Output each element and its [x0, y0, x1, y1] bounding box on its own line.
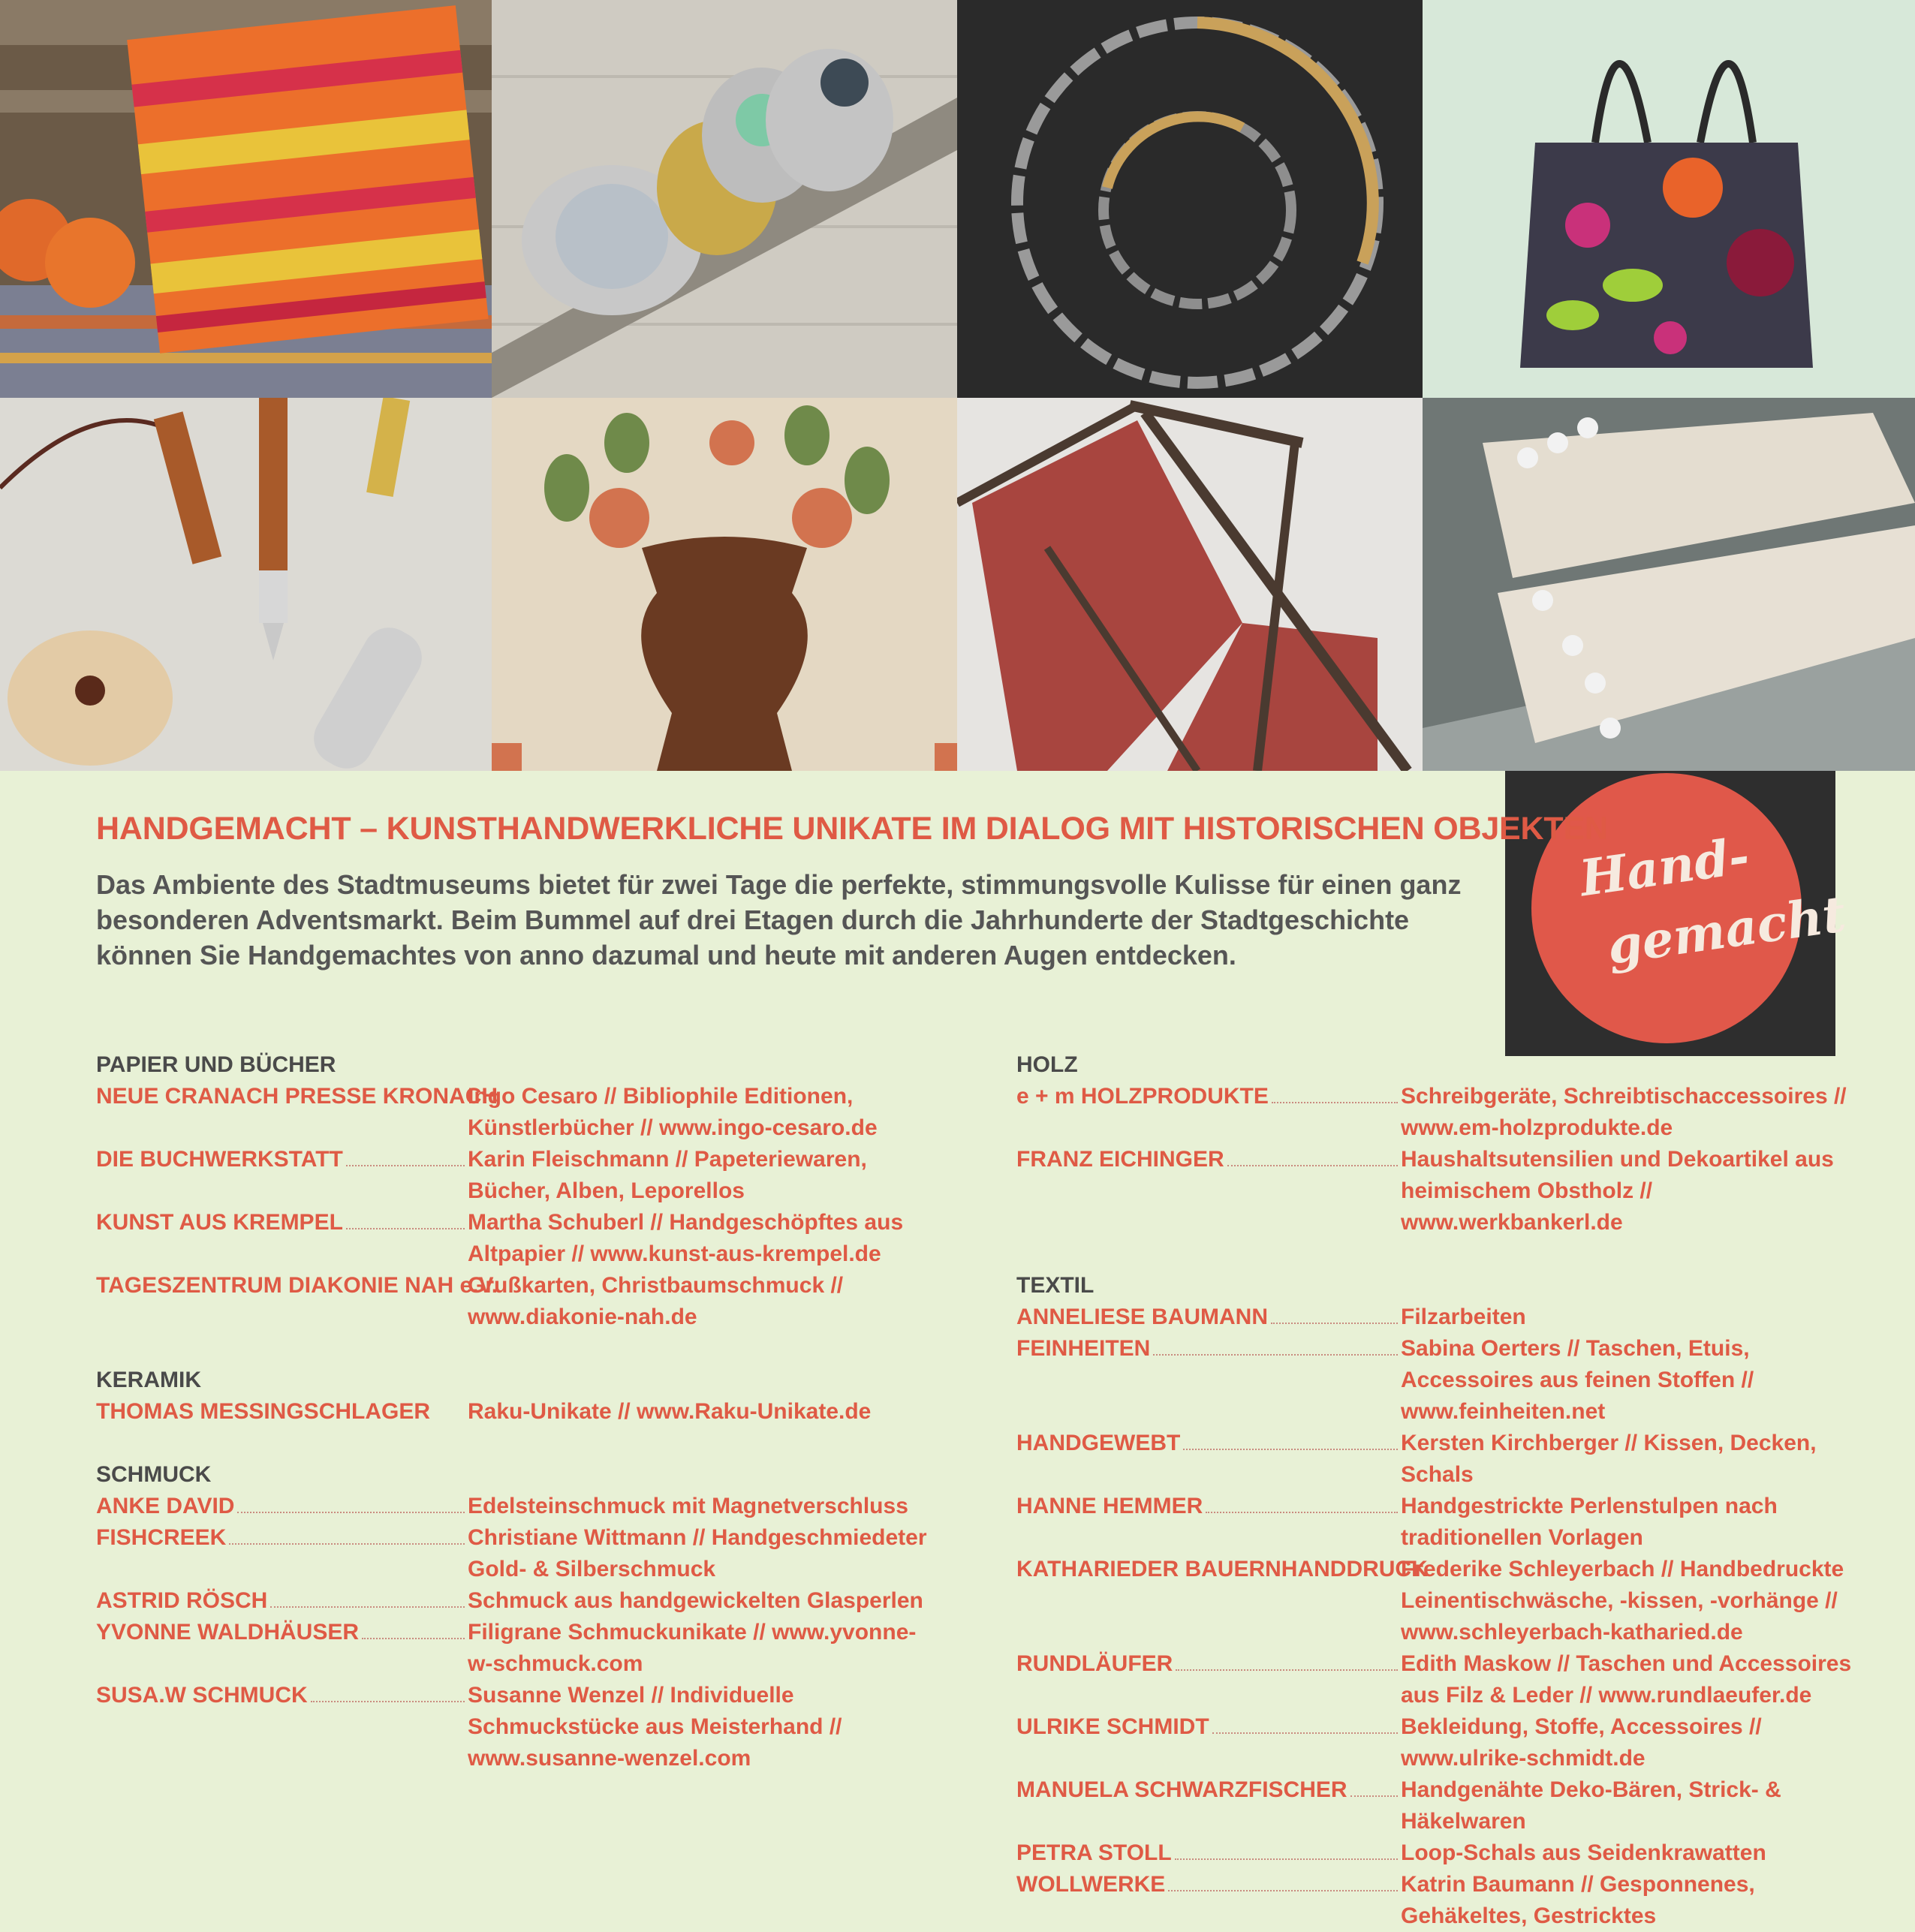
logo-line-2: gemacht [1603, 884, 1850, 976]
exhibitor-name: SUSA.W SCHMUCK [96, 1683, 308, 1708]
exhibitor-entry [1016, 1428, 1880, 1491]
dot-leader [1227, 1164, 1398, 1166]
exhibitor-list-left [96, 1049, 929, 1774]
dot-leader [1168, 1889, 1398, 1891]
exhibitor-description: Raku-Unikate // www.Raku-Unikate.de [468, 1399, 872, 1424]
exhibitor-description: Edith Maskow // Taschen und Accessoires aus Filz & Leder // www.rundlaeufer.de [1401, 1651, 1852, 1708]
exhibitor-description: Grußkarten, Christbaumschmuck // www.diakonie-nah.de [468, 1273, 844, 1329]
exhibitor-name: FEINHEITEN [1016, 1336, 1151, 1361]
exhibitor-name-cell [1016, 1333, 1401, 1428]
exhibitor-entry [96, 1617, 929, 1680]
exhibitor-description: Filigrane Schmuckunikate // www.yvonne-w-schmuck.com [468, 1620, 917, 1676]
exhibitor-name-cell [96, 1396, 468, 1428]
exhibitor-entry [96, 1144, 929, 1207]
exhibitor-name: PETRA STOLL [1016, 1840, 1172, 1865]
photo-gemstone-rings [492, 0, 957, 398]
exhibitor-name-cell [1016, 1837, 1401, 1869]
exhibitor-entry [96, 1207, 929, 1270]
exhibitor-name: THOMAS MESSINGSCHLAGER [96, 1399, 431, 1424]
exhibitor-name: HANDGEWEBT [1016, 1431, 1181, 1455]
category-papier-und-bucher: PAPIER UND BÜCHER [96, 1052, 336, 1077]
dot-leader [433, 1418, 465, 1419]
exhibitor-name-cell [1016, 1774, 1401, 1837]
exhibitor-name: MANUELA SCHWARZFISCHER [1016, 1777, 1347, 1802]
exhibitor-name-cell [96, 1081, 498, 1144]
category-textil: TEXTIL [1016, 1273, 1095, 1298]
exhibitor-entry [1016, 1081, 1880, 1144]
photo-grid [0, 0, 1915, 771]
exhibitor-entry [96, 1396, 929, 1428]
exhibitor-name: FISHCREEK [96, 1525, 227, 1550]
exhibitor-name: e + m HOLZPRODUKTE [1016, 1084, 1269, 1109]
dot-leader [1212, 1732, 1398, 1734]
headline: HANDGEMACHT – KUNSTHANDWERKLICHE UNIKATE IM DIALOG MIT HISTORISCHEN OBJEKTEN [96, 811, 1608, 847]
exhibitor-name: DIE BUCHWERKSTATT [96, 1147, 343, 1172]
dot-leader [1272, 1101, 1398, 1103]
exhibitor-entry [96, 1680, 929, 1774]
exhibitor-entry [1016, 1869, 1880, 1932]
exhibitor-description: Schreibgeräte, Schreibtischaccessoires // www.em-holzprodukte.de [1401, 1084, 1847, 1140]
dot-leader [362, 1637, 465, 1639]
dot-leader [237, 1511, 465, 1513]
photo-beaded-necklace [957, 0, 1423, 398]
exhibitor-name-cell [1016, 1554, 1428, 1648]
exhibitor-description: Edelsteinschmuck mit Magnetverschluss [468, 1494, 908, 1518]
exhibitor-name: KATHARIEDER BAUERNHANDDRUCK [1016, 1557, 1428, 1581]
photo-woven-cushion [0, 0, 492, 398]
exhibitor-name-cell [96, 1207, 468, 1270]
dot-leader [1350, 1795, 1398, 1797]
exhibitor-entry [96, 1522, 929, 1585]
exhibitor-name-cell [1016, 1302, 1401, 1333]
photo-floral-handbag [1423, 0, 1915, 398]
exhibitor-description: Haushaltsutensilien und Dekoartikel aus heimischem Obstholz // www.werkbankerl.de [1401, 1147, 1834, 1235]
exhibitor-description: Handgenähte Deko-Bären, Strick- & Häkelwaren [1401, 1777, 1781, 1834]
exhibitor-description: Karin Fleischmann // Papeteriewaren, Bücher, Alben, Leporellos [468, 1147, 867, 1203]
category-schmuck: SCHMUCK [96, 1462, 212, 1487]
exhibitor-entry [96, 1585, 929, 1617]
category-holz: HOLZ [1016, 1052, 1078, 1077]
exhibitor-description: Schmuck aus handgewickelten Glasperlen [468, 1588, 923, 1613]
exhibitor-name-cell [1016, 1491, 1401, 1554]
dot-leader [1183, 1448, 1398, 1450]
exhibitor-description: Susanne Wenzel // Individuelle Schmuckstücke aus Meisterhand // www.susanne-wenzel.com [468, 1683, 842, 1771]
exhibitor-description: Filzarbeiten [1401, 1305, 1526, 1329]
photo-painted-vase [492, 398, 957, 771]
logo-line-1: Hand- [1576, 826, 1753, 908]
exhibitor-description: Bekleidung, Stoffe, Accessoires // www.ulrike-schmidt.de [1401, 1714, 1762, 1771]
exhibitor-name-cell [1016, 1711, 1401, 1774]
photo-deck-chair [957, 398, 1423, 771]
exhibitor-description: Handgestrickte Perlenstulpen nach traditionellen Vorlagen [1401, 1494, 1778, 1550]
category-keramik: KERAMIK [96, 1368, 201, 1392]
exhibitor-description: Loop-Schals aus Seidenkrawatten [1401, 1840, 1766, 1865]
exhibitor-entry [96, 1270, 929, 1333]
exhibitor-name: RUNDLÄUFER [1016, 1651, 1173, 1676]
exhibitor-entry [1016, 1491, 1880, 1554]
exhibitor-entry [96, 1081, 929, 1144]
exhibitor-name: ASTRID RÖSCH [96, 1588, 268, 1613]
exhibitor-name: FRANZ EICHINGER [1016, 1147, 1224, 1172]
exhibitor-list-right [1016, 1049, 1880, 1932]
exhibitor-name-cell [1016, 1648, 1401, 1711]
exhibitor-name: WOLLWERKE [1016, 1872, 1166, 1897]
dot-leader [229, 1542, 465, 1545]
exhibitor-entry [96, 1491, 929, 1522]
exhibitor-name: KUNST AUS KREMPEL [96, 1210, 343, 1235]
exhibitor-description: Sabina Oerters // Taschen, Etuis, Accessoires aus feinen Stoffen // www.feinheiten.net [1401, 1336, 1754, 1424]
exhibitor-description: Ingo Cesaro // Bibliophile Editionen, Künstlerbücher // www.ingo-cesaro.de [468, 1084, 878, 1140]
exhibitor-name: TAGESZENTRUM DIAKONIE NAH e.V. [96, 1273, 498, 1298]
exhibitor-name-cell [96, 1522, 468, 1585]
exhibitor-name-cell [96, 1585, 468, 1617]
exhibitor-name-cell [1016, 1144, 1401, 1238]
exhibitor-name-cell [96, 1270, 498, 1333]
exhibitor-description: Frederike Schleyerbach // Handbedruckte Leinentischwäsche, -kissen, -vorhänge // www.schleyerbach-katharied.de [1401, 1557, 1844, 1645]
exhibitor-name-cell [96, 1617, 468, 1680]
exhibitor-description: Christiane Wittmann // Handgeschmiedeter Gold- & Silberschmuck [468, 1525, 927, 1581]
dot-leader [1176, 1669, 1398, 1671]
photo-wooden-pens [0, 398, 492, 771]
photo-knitted-wristwarmers [1423, 398, 1915, 771]
exhibitor-name-cell [1016, 1869, 1401, 1932]
exhibitor-name-cell [1016, 1081, 1401, 1144]
exhibitor-entry [1016, 1774, 1880, 1837]
exhibitor-name: ULRIKE SCHMIDT [1016, 1714, 1209, 1739]
exhibitor-entry [1016, 1648, 1880, 1711]
exhibitor-description: Martha Schuberl // Handgeschöpftes aus Altpapier // www.kunst-aus-krempel.de [468, 1210, 904, 1266]
dot-leader [346, 1164, 465, 1166]
exhibitor-entry [1016, 1333, 1880, 1428]
dot-leader [1271, 1322, 1398, 1324]
exhibitor-entry [1016, 1302, 1880, 1333]
exhibitor-entry [1016, 1711, 1880, 1774]
exhibitor-description: Katrin Baumann // Gesponnenes, Gehäkeltes, Gestricktes [1401, 1872, 1755, 1928]
dot-leader [1175, 1858, 1398, 1860]
dot-leader [1153, 1353, 1398, 1356]
exhibitor-description: Kersten Kirchberger // Kissen, Decken, Schals [1401, 1431, 1817, 1487]
exhibitor-entry [1016, 1837, 1880, 1869]
exhibitor-name-cell [1016, 1428, 1401, 1491]
dot-leader [1206, 1511, 1398, 1513]
exhibitor-name: NEUE CRANACH PRESSE KRONACH [96, 1084, 498, 1109]
exhibitor-entry [1016, 1144, 1880, 1238]
exhibitor-name-cell [96, 1491, 468, 1522]
exhibitor-entry [1016, 1554, 1880, 1648]
dot-leader [346, 1227, 465, 1229]
dot-leader [270, 1605, 465, 1608]
exhibitor-name: HANNE HEMMER [1016, 1494, 1203, 1518]
exhibitor-name-cell [96, 1144, 468, 1207]
exhibitor-name: YVONNE WALDHÄUSER [96, 1620, 360, 1645]
dot-leader [311, 1700, 465, 1702]
exhibitor-name-cell [96, 1680, 468, 1774]
intro-text: Das Ambiente des Stadtmuseums bietet für zwei Tage die perfekte, stimmungsvolle Kulisse für einen ganz besonderen Adventsmarkt. Beim Bummel auf drei Etagen durch die Jahrhunderte der Stadtgeschichte können Sie Handgemachtes von anno dazumal und heute mit anderen Augen entdecken. [96, 869, 1462, 971]
exhibitor-name: ANKE DAVID [96, 1494, 235, 1518]
exhibitor-name: ANNELIESE BAUMANN [1016, 1305, 1269, 1329]
